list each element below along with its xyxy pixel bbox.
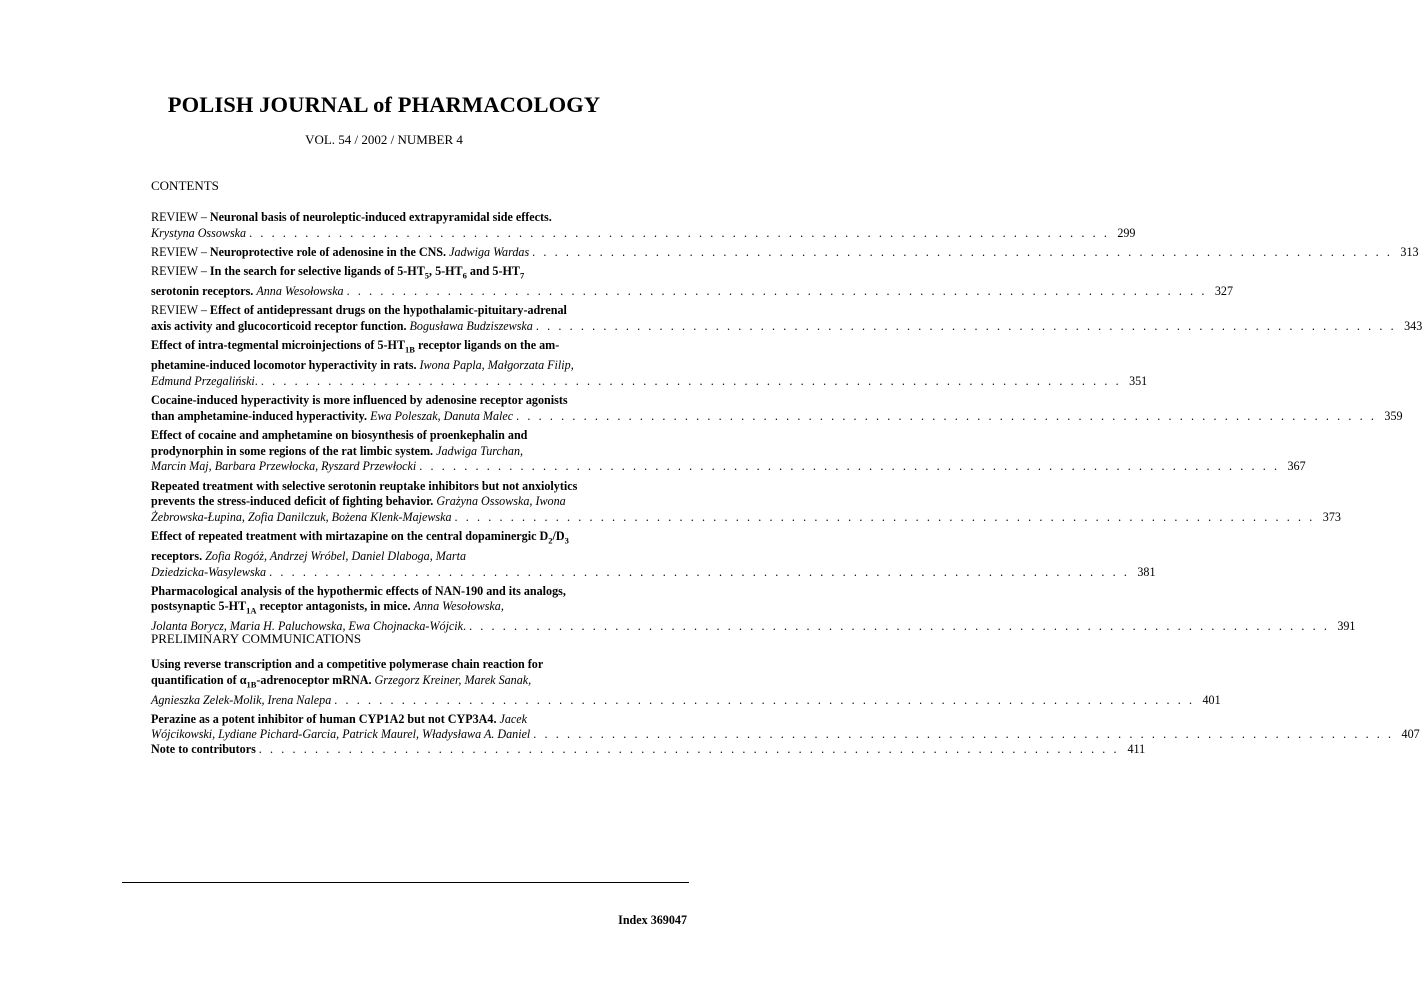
toc-title: Note to contributors — [151, 742, 256, 756]
toc-title: phetamine-induced locomotor hyperactivity in rats. — [151, 358, 417, 373]
toc-authors: Iwona Papla, Małgorzata Filip, — [419, 358, 574, 373]
toc-entry-line — [151, 225, 1136, 242]
page-number: 407 — [1401, 727, 1420, 742]
toc-entry — [151, 303, 1422, 334]
toc-entry-line — [151, 529, 618, 549]
toc-title: postsynaptic 5-HT — [151, 599, 247, 614]
toc-entry — [151, 478, 1341, 526]
toc-text: . — [463, 619, 467, 634]
toc-authors: Dziedzicka-Wasylewska — [151, 564, 267, 579]
toc-title: /D — [552, 529, 565, 543]
toc-entry — [151, 210, 1136, 241]
page-number: 381 — [1137, 564, 1156, 579]
dot-leader: . . . . . . . . . . . . . . . . . . . . . . . . . . . . . . . . . . . . . . . . . . . . . . . . . . . . . . . . . . . . . . . . . . . . . . . . . . . . . — [535, 319, 1397, 334]
page-number: 343 — [1404, 319, 1422, 334]
toc-title: Repeated treatment with selective serotonin reuptake inhibitors but not anxiolytics — [151, 478, 578, 493]
toc-entry-line — [151, 444, 618, 460]
toc-title: Neuroprotective role of adenosine in the CNS. — [209, 244, 447, 259]
toc-title: and 5-HT — [466, 264, 520, 279]
toc-title: Cocaine-induced hyperactivity is more influenced by adenosine receptor agonists — [151, 393, 568, 408]
toc-entry-line — [151, 338, 618, 358]
toc-entry-line — [151, 373, 1148, 390]
toc-title: Using reverse transcription and a competitive polymerase chain reaction for — [151, 657, 544, 671]
toc-subscript: 3 — [564, 535, 569, 546]
toc-entry-line — [151, 494, 618, 510]
preliminary-communications-heading: PRELIMINARY COMMUNICATIONS — [151, 631, 362, 646]
dot-leader: . . . . . . . . . . . . . . . . . . . . . . . . . . . . . . . . . . . . . . . . . . . . . . . . . . . . . . . . . . . . . . . . . . . . . . . . . . . . . — [346, 284, 1207, 299]
page-number: 299 — [1117, 225, 1136, 240]
toc-authors: Wójcikowski, Lydiane Pichard-Garcia, Patrick Maurel, Władysława A. Daniel — [151, 727, 531, 742]
toc-entry-line — [151, 393, 618, 409]
dot-leader: . . . . . . . . . . . . . . . . . . . . . . . . . . . . . . . . . . . . . . . . . . . . . . . . . . . . . . . . . . . . . . . . . . . . . . . . . . . . . — [249, 225, 1110, 240]
dot-leader: . . . . . . . . . . . . . . . . . . . . . . . . . . . . . . . . . . . . . . . . . . . . . . . . . . . . . . . . . . . . . . . . . . . . . . . . . . . . . — [469, 619, 1330, 634]
toc-authors: Jolanta Borycz, Maria H. Paluchowska, Ewa Chojnacka-Wójcik — [151, 619, 464, 634]
toc-text: REVIEW – — [151, 264, 210, 279]
toc-entry-line — [151, 742, 1146, 758]
toc-authors: Ewa Poleszak, Danuta Malec — [370, 408, 514, 423]
toc-entry-line — [151, 673, 618, 693]
toc-entry-line — [151, 712, 618, 728]
toc-text: REVIEW – — [151, 210, 210, 224]
page-number: 411 — [1127, 742, 1146, 756]
toc-authors: Anna Wesołowska, — [413, 599, 504, 614]
toc-entry-line — [151, 549, 618, 565]
toc-authors: Żebrowska-Łupina, Zofia Danilczuk, Bożena Klenk-Majewska — [151, 509, 452, 524]
toc-authors: Marcin Maj, Barbara Przewłocka, Ryszard Przewłocki — [151, 459, 417, 474]
page-number: 327 — [1214, 284, 1233, 299]
toc-entry-line — [151, 599, 618, 619]
toc-title: -adrenoceptor mRNA. — [256, 672, 372, 687]
dot-leader: . . . . . . . . . . . . . . . . . . . . . . . . . . . . . . . . . . . . . . . . . . . . . . . . . . . . . . . . . . . . . . . . . . . . . . . . . . . . . — [260, 373, 1122, 388]
dot-leader: . . . . . . . . . . . . . . . . . . . . . . . . . . . . . . . . . . . . . . . . . . . . . . . . . . . . . . . . . . . . . . . . . . . . . . . . . . . . . — [334, 692, 1195, 707]
toc-entry-line — [151, 727, 1420, 743]
dot-leader: . . . . . . . . . . . . . . . . . . . . . . . . . . . . . . . . . . . . . . . . . . . . . . . . . . . . . . . . . . . . . . . . . . . . . . . . . . . . . — [516, 408, 1377, 423]
toc-entry-line — [151, 210, 618, 226]
toc-entry — [151, 264, 1233, 300]
toc-entry-line — [151, 244, 1419, 261]
page-number: 401 — [1202, 692, 1221, 707]
dot-leader: . . . . . . . . . . . . . . . . . . . . . . . . . . . . . . . . . . . . . . . . . . . . . . . . . . . . . . . . . . . . . . . . . . . . . . . . . . . . . — [258, 742, 1120, 756]
toc-title: receptor antagonists, in mice. — [256, 599, 411, 614]
toc-entry-line — [151, 284, 1233, 300]
footer-rule — [122, 882, 689, 883]
toc-entry — [151, 244, 1419, 261]
toc-entry-line — [151, 657, 618, 673]
toc-entry-line — [151, 428, 618, 444]
toc-subscript: 5 — [424, 270, 430, 281]
toc-title: prevents the stress-induced deficit of fighting behavior. — [151, 494, 434, 509]
toc-text: . — [254, 373, 258, 388]
toc-authors: Anna Wesołowska — [256, 284, 344, 299]
toc-entry — [151, 742, 1146, 758]
toc-title: Pharmacological analysis of the hypothermic effects of NAN-190 and its analogs, — [151, 583, 566, 598]
page-number: 313 — [1400, 244, 1419, 259]
toc-entry — [151, 657, 1221, 708]
toc-text: REVIEW – — [151, 303, 210, 318]
toc-entry-line — [151, 319, 1422, 335]
toc-title: serotonin receptors. — [151, 284, 254, 299]
volume-line: VOL. 54 / 2002 / NUMBER 4 — [305, 132, 463, 147]
toc-title: Neuronal basis of neuroleptic-induced extrapyramidal side effects. — [209, 210, 552, 224]
toc-entry-line — [151, 564, 1156, 581]
toc-entry — [151, 428, 1306, 475]
toc-entry-line — [151, 692, 1221, 709]
dot-leader: . . . . . . . . . . . . . . . . . . . . . . . . . . . . . . . . . . . . . . . . . . . . . . . . . . . . . . . . . . . . . . . . . . . . . . . . . . . . . — [269, 564, 1130, 579]
toc-entry-line — [151, 408, 1403, 425]
toc-authors: Jacek — [499, 711, 528, 726]
page-number: 373 — [1322, 509, 1341, 524]
toc-subscript: 1A — [246, 605, 257, 616]
contents-heading: CONTENTS — [151, 178, 219, 193]
page-number: 359 — [1384, 408, 1403, 423]
toc-entry — [151, 393, 1403, 424]
preliminary-communications-list — [151, 657, 1420, 747]
toc-title: than amphetamine-induced hyperactivity. — [151, 408, 368, 423]
toc-entry — [151, 338, 1148, 389]
toc-text: REVIEW – — [151, 244, 210, 259]
toc-subscript: 2 — [548, 535, 553, 546]
toc-entry-line — [151, 303, 618, 319]
toc-authors: Agnieszka Zelek-Molik, Irena Nalepa — [151, 692, 332, 707]
toc-authors: Edmund Przegaliński — [151, 373, 255, 388]
toc-title: In the search for selective ligands of 5-HT — [209, 264, 425, 279]
journal-title: POLISH JOURNAL of PHARMACOLOGY — [167, 92, 601, 117]
toc-authors: Grażyna Ossowska, Iwona — [436, 494, 566, 509]
toc-entry-line — [151, 509, 1341, 526]
toc-authors: Krystyna Ossowska — [151, 225, 247, 240]
toc-title: Effect of intra-tegmental microinjections of 5-HT — [151, 338, 406, 353]
page-number: 391 — [1337, 619, 1356, 634]
toc-title: receptor ligands on the am- — [414, 338, 560, 353]
page-number: 367 — [1287, 459, 1306, 474]
toc-subscript: 7 — [519, 270, 525, 281]
toc-entry-line — [151, 479, 618, 495]
toc-title: Perazine as a potent inhibitor of human CYP1A2 but not CYP3A4. — [151, 711, 497, 726]
toc-authors: Jadwiga Turchan, — [436, 443, 524, 458]
toc-entry-line — [151, 584, 618, 600]
toc-entry — [151, 583, 1356, 635]
toc-title: receptors. — [151, 549, 203, 563]
toc-entry-line — [151, 264, 618, 284]
toc-subscript: 1B — [405, 344, 415, 355]
dot-leader: . . . . . . . . . . . . . . . . . . . . . . . . . . . . . . . . . . . . . . . . . . . . . . . . . . . . . . . . . . . . . . . . . . . . . . . . . . . . . — [533, 727, 1394, 742]
index-number: Index 369047 — [618, 913, 687, 927]
contents-list — [151, 210, 1422, 639]
dot-leader: . . . . . . . . . . . . . . . . . . . . . . . . . . . . . . . . . . . . . . . . . . . . . . . . . . . . . . . . . . . . . . . . . . . . . . . . . . . . . — [454, 509, 1315, 524]
toc-title: quantification of α — [151, 672, 247, 687]
dot-leader: . . . . . . . . . . . . . . . . . . . . . . . . . . . . . . . . . . . . . . . . . . . . . . . . . . . . . . . . . . . . . . . . . . . . . . . . . . . . . — [532, 244, 1393, 259]
toc-title: prodynorphin in some regions of the rat limbic system. — [151, 443, 434, 458]
note-list — [151, 742, 1146, 761]
toc-title: , 5-HT — [429, 264, 463, 279]
toc-title: Effect of cocaine and amphetamine on biosynthesis of proenkephalin and — [151, 428, 528, 443]
toc-title: Effect of antidepressant drugs on the hypothalamic-pituitary-adrenal — [209, 303, 567, 318]
toc-authors: Bogusława Budziszewska — [409, 319, 533, 334]
toc-authors: Zofia Rogóż, Andrzej Wróbel, Daniel Dlaboga, Marta — [205, 549, 466, 563]
page-number: 351 — [1129, 373, 1148, 388]
toc-authors: Jadwiga Wardas — [449, 244, 530, 259]
toc-entry-line — [151, 358, 618, 374]
toc-subscript: 6 — [462, 270, 467, 281]
toc-title: Effect of repeated treatment with mirtazapine on the central dopaminergic D — [151, 529, 549, 543]
toc-subscript: 1B — [246, 679, 257, 689]
toc-entry-line — [151, 459, 1306, 475]
toc-entry — [151, 711, 1420, 743]
toc-title: axis activity and glucocorticoid receptor function. — [151, 319, 407, 334]
dot-leader: . . . . . . . . . . . . . . . . . . . . . . . . . . . . . . . . . . . . . . . . . . . . . . . . . . . . . . . . . . . . . . . . . . . . . . . . . . . . . — [419, 459, 1280, 474]
toc-authors: Grzegorz Kreiner, Marek Sanak, — [374, 672, 532, 687]
toc-entry — [151, 529, 1156, 580]
